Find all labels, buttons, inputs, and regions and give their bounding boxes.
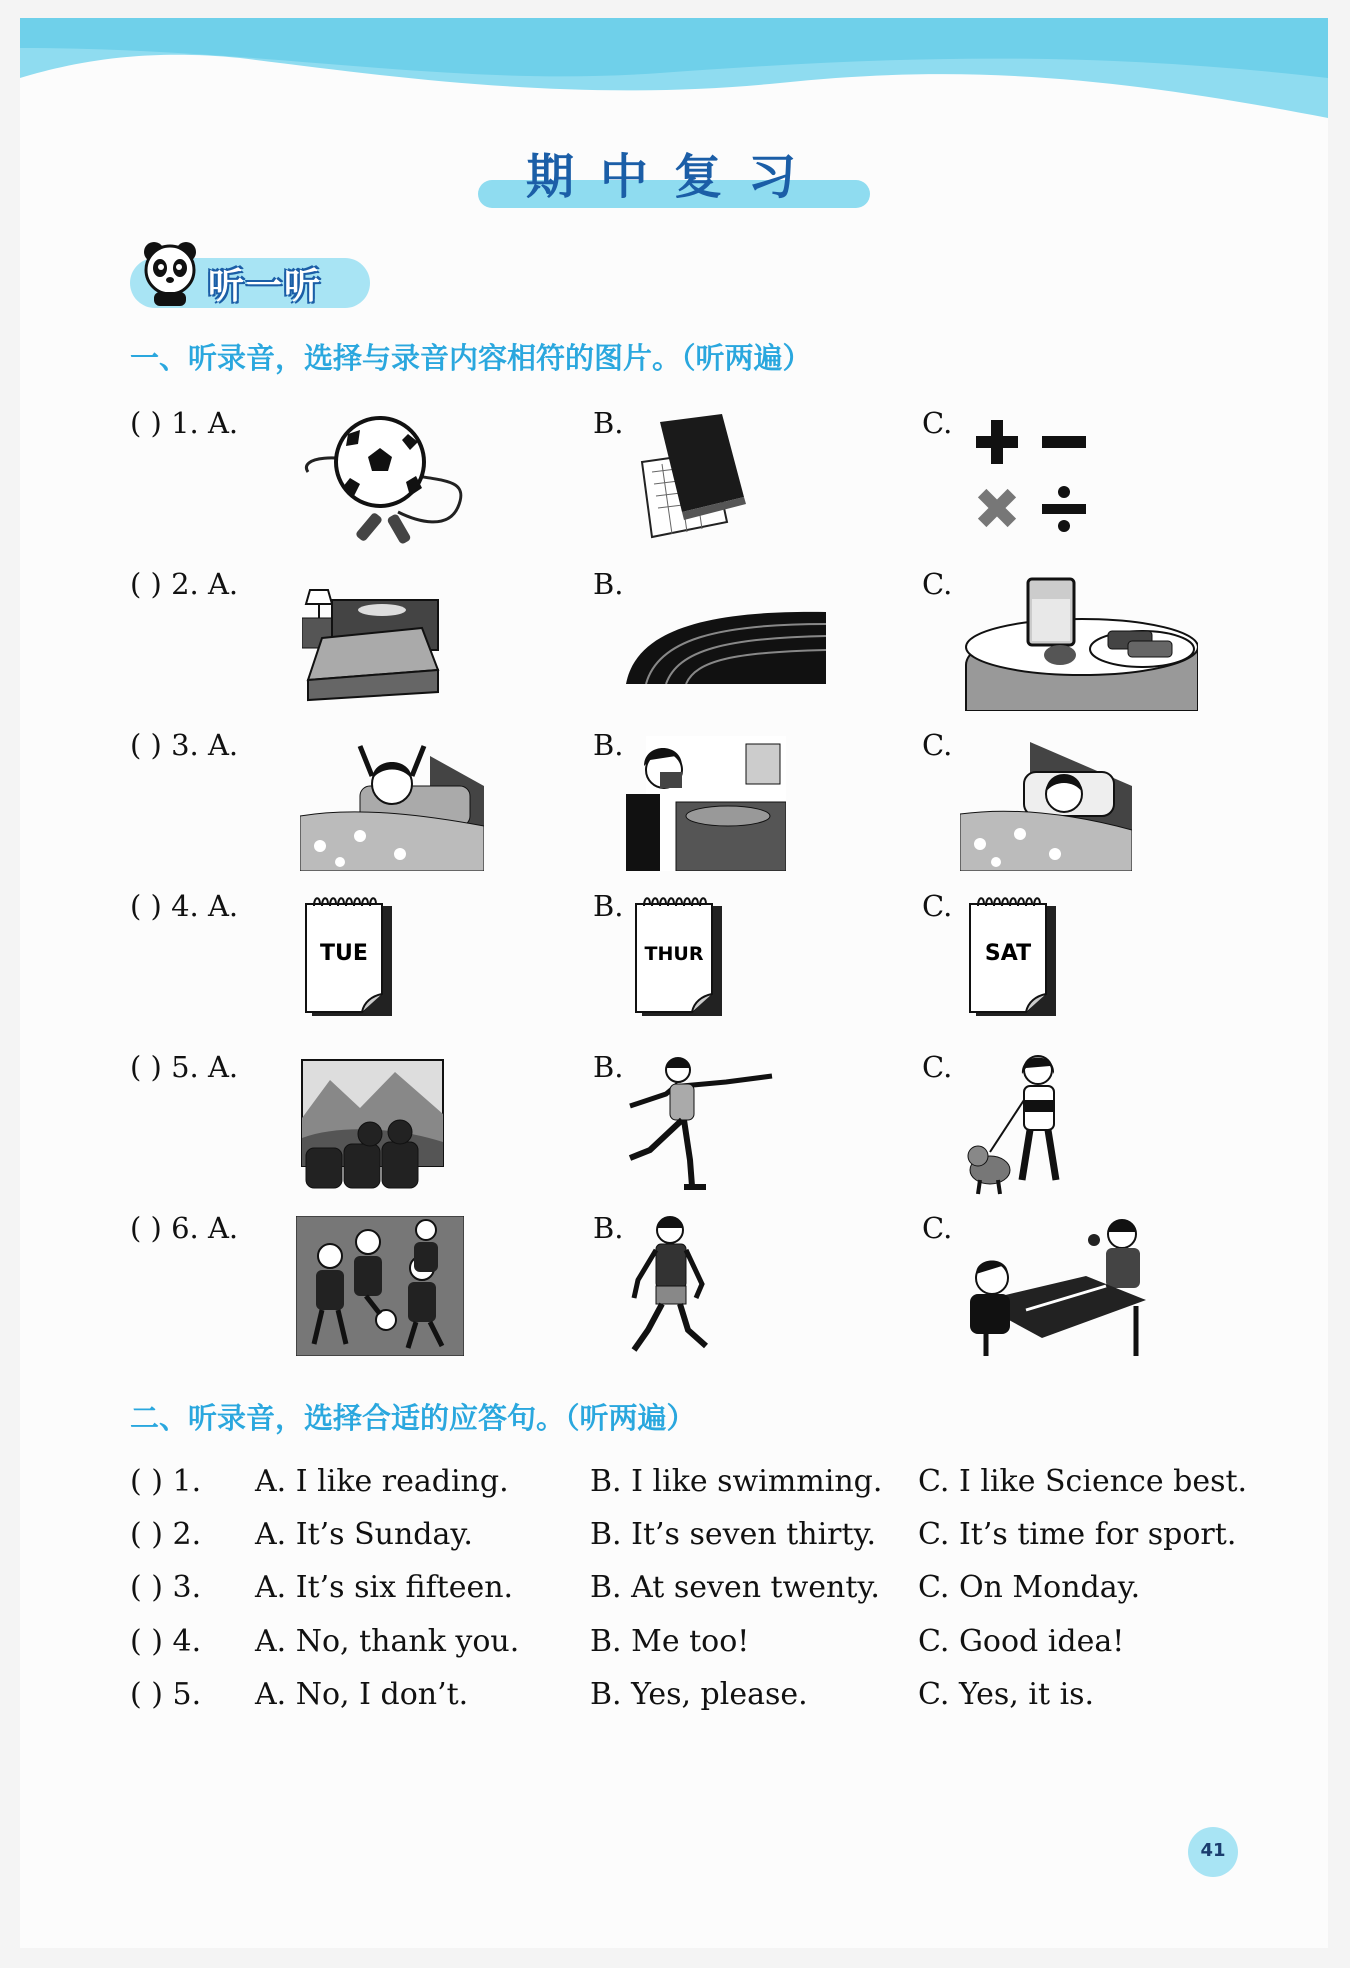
q4-option-a[interactable]: A. No, thank you. — [255, 1624, 520, 1659]
q1-option-c-label: C. — [922, 406, 953, 440]
q3-option-b-label: B. — [593, 728, 624, 762]
q2-option-a[interactable]: A. It’s Sunday. — [255, 1517, 473, 1552]
calendar-saturday-icon[interactable] — [966, 894, 1058, 1018]
q6-option-c-label: C. — [922, 1211, 953, 1245]
girl-washing-face-icon[interactable] — [626, 736, 786, 871]
watching-movie-icon[interactable] — [300, 1058, 445, 1194]
q3-option-b[interactable]: B. At seven twenty. — [590, 1570, 880, 1605]
q2-option-c[interactable]: C. It’s time for sport. — [918, 1517, 1237, 1552]
q2-option-b[interactable]: B. It’s seven thirty. — [590, 1517, 877, 1552]
calendar-day-label: SAT — [984, 941, 1032, 966]
math-symbols-icon[interactable] — [972, 412, 1092, 537]
page-title-block — [478, 138, 870, 214]
q2-number: ( ) 2. — [130, 1517, 202, 1552]
calendar-day-label: THUR — [644, 943, 704, 965]
q2-option-c-label: C. — [922, 567, 953, 601]
q3-option-c-label: C. — [922, 728, 953, 762]
calendar-day-label: TUE — [320, 941, 368, 966]
q6-option-b-label: B. — [593, 1211, 624, 1245]
listen-section-label: 听一听 — [208, 266, 323, 307]
bed-icon[interactable] — [302, 580, 440, 702]
q1-number: ( ) 1. — [130, 1464, 202, 1499]
q4-option-c-label: C. — [922, 889, 953, 923]
q5-option-b[interactable]: B. Yes, please. — [590, 1677, 808, 1712]
calendar-thursday-icon[interactable] — [632, 894, 724, 1018]
page-title: 期中复习 — [525, 149, 822, 205]
skating-girl-icon[interactable] — [626, 1054, 774, 1194]
breakfast-table-icon[interactable] — [962, 575, 1198, 711]
calendar-tuesday-icon[interactable] — [302, 894, 394, 1018]
q3-number: ( ) 3. — [130, 1570, 202, 1605]
q5-option-c[interactable]: C. Yes, it is. — [918, 1677, 1095, 1712]
q5-option-b-label: B. — [593, 1050, 624, 1084]
q3-number-label: ( ) 3. A. — [130, 728, 239, 762]
panda-icon — [140, 240, 200, 306]
q4-number: ( ) 4. — [130, 1624, 202, 1659]
q4-number-label: ( ) 4. A. — [130, 889, 239, 923]
playing-basketball-icon[interactable] — [626, 1214, 716, 1356]
playing-football-icon[interactable] — [296, 1216, 464, 1356]
soccer-ball-jump-rope-icon[interactable] — [298, 412, 473, 547]
top-decorative-band — [20, 18, 1328, 128]
q1-option-b-label: B. — [593, 406, 624, 440]
girl-waking-up-icon[interactable] — [300, 736, 484, 871]
q4-option-b[interactable]: B. Me too! — [590, 1624, 750, 1659]
q5-number: ( ) 5. — [130, 1677, 202, 1712]
q5-option-a[interactable]: A. No, I don’t. — [255, 1677, 469, 1712]
part1-heading: 一、听录音，选择与录音内容相符的图片。（听两遍） — [130, 341, 812, 375]
q1-option-b[interactable]: B. I like swimming. — [590, 1464, 883, 1499]
q3-option-c[interactable]: C. On Monday. — [918, 1570, 1141, 1605]
q2-option-b-label: B. — [593, 567, 624, 601]
q5-number-label: ( ) 5. A. — [130, 1050, 239, 1084]
q2-number-label: ( ) 2. A. — [130, 567, 239, 601]
walking-dog-icon[interactable] — [960, 1052, 1080, 1197]
girl-sleeping-icon[interactable] — [960, 736, 1132, 871]
q1-number-label: ( ) 1. A. — [130, 406, 239, 440]
q4-option-b-label: B. — [593, 889, 624, 923]
table-tennis-icon[interactable] — [956, 1214, 1146, 1356]
q4-option-c[interactable]: C. Good idea! — [918, 1624, 1125, 1659]
q1-option-c[interactable]: C. I like Science best. — [918, 1464, 1248, 1499]
q5-option-c-label: C. — [922, 1050, 953, 1084]
page-number: 41 — [1200, 1840, 1226, 1861]
books-icon[interactable] — [632, 412, 752, 542]
q3-option-a[interactable]: A. It’s six fifteen. — [255, 1570, 514, 1605]
q6-number-label: ( ) 6. A. — [130, 1211, 239, 1245]
part2-heading: 二、听录音，选择合适的应答句。（听两遍） — [130, 1401, 696, 1435]
running-track-icon[interactable] — [626, 610, 826, 684]
q1-option-a[interactable]: A. I like reading. — [255, 1464, 509, 1499]
